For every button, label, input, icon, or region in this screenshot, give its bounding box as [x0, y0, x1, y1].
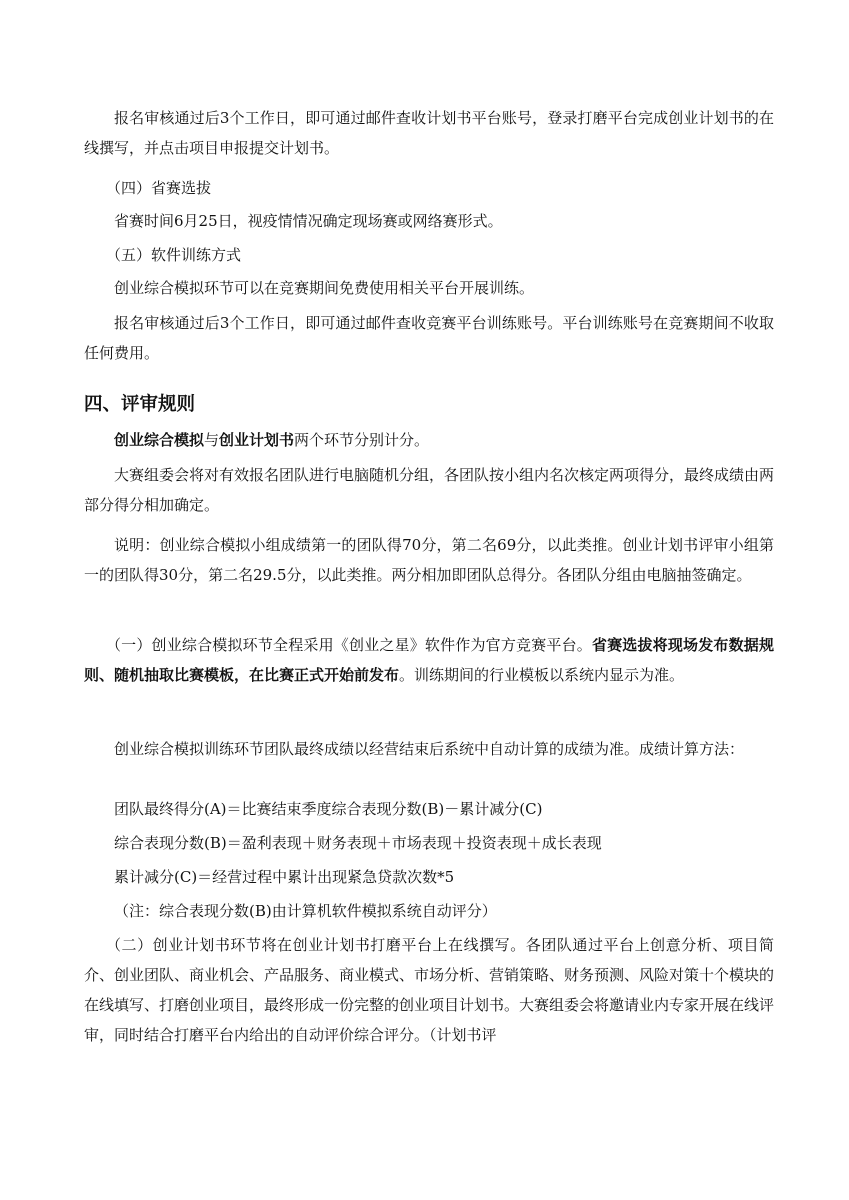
- paragraph-scoring-parts: [84, 425, 774, 455]
- paragraph-text: 大赛组委会将对有效报名团队进行电脑随机分组，各团队按小组内名次核定两项得分，最终成绩由两部分得分相加确定。: [84, 466, 775, 514]
- text-fragment: 与: [204, 431, 220, 449]
- bold-term-simulation: 创业综合模拟: [114, 431, 205, 449]
- section-subtitle: （四）省赛选拔: [106, 179, 212, 197]
- paragraph-free-training: [84, 273, 774, 303]
- paragraph-business-plan: [84, 930, 774, 1050]
- paragraph-text: 报名审核通过后3个工作日，即可通过邮件查收计划书平台账号，登录打磨平台完成创业计划书的在线撰写，并点击项目申报提交计划书。: [84, 109, 774, 157]
- paragraph-text: （二）创业计划书环节将在创业计划书打磨平台上在线撰写。各团队通过平台上创意分析、项目简介、创业团队、商业机会、产品服务、商业模式、市场分析、营销策略、财务预测、风险对策十个模块的在线填写、打磨创业项目，最终形成一份完整的创业项目计划书。大赛组委会将邀请业内专家开展在线评审，同时结合打磨平台内给出的自动评价综合评分。（计划书评: [84, 936, 775, 1044]
- section-software-training: [84, 240, 774, 270]
- paragraph-training-account: [84, 308, 774, 368]
- section-subtitle: （五）软件训练方式: [106, 246, 242, 264]
- section-heading: 四、评审规则: [84, 394, 196, 415]
- paragraph-plan-account: [84, 103, 774, 163]
- text-fragment: （一）创业综合模拟环节全程采用《创业之星》软件作为官方竞赛平台。: [106, 636, 592, 654]
- paragraph-text: 创业综合模拟环节可以在竞赛期间免费使用相关平台开展训练。: [114, 279, 535, 297]
- bold-highlight: 省赛选拔将现场发布数据规则、随机抽取比赛模板，在比赛正式开始前发布: [84, 636, 774, 684]
- section-heading-review-rules: [84, 390, 774, 420]
- paragraph-text: 省赛时间6月25日，视疫情情况确定现场赛或网络赛形式。: [114, 212, 503, 230]
- paragraph-text: [84, 630, 774, 690]
- paragraph-provincial-time: [84, 206, 774, 236]
- formula-text: 综合表现分数(B)＝盈利表现＋财务表现＋市场表现＋投资表现＋成长表现: [114, 834, 602, 852]
- note-auto-scoring: [84, 896, 774, 926]
- paragraph-text: [84, 425, 774, 455]
- note-text: （注：综合表现分数(B)由计算机软件模拟系统自动评分）: [114, 902, 497, 920]
- text-fragment: 。训练期间的行业模板以系统内显示为准。: [399, 666, 685, 684]
- paragraph-text: 说明：创业综合模拟小组成绩第一的团队得70分，第二名69分，以此类推。创业计划书评审小组第一的团队得30分，第二名29.5分，以此类推。两分相加即团队总得分。各团队分组由电脑抽签确定。: [84, 536, 774, 584]
- formula-performance-score: [84, 828, 774, 858]
- text-fragment: 两个环节分别计分。: [294, 431, 430, 449]
- paragraph-text: 报名审核通过后3个工作日，即可通过邮件查收竞赛平台训练账号。平台训练账号在竞赛期间不收取任何费用。: [84, 314, 774, 362]
- paragraph-grouping: [84, 460, 774, 520]
- paragraph-simulation-platform: [84, 630, 774, 690]
- paragraph-score-method: [84, 734, 774, 764]
- paragraph-text: 创业综合模拟训练环节团队最终成绩以经营结束后系统中自动计算的成绩为准。成绩计算方法：: [114, 740, 745, 758]
- formula-text: 累计减分(C)＝经营过程中累计出现紧急贷款次数*5: [114, 868, 455, 886]
- formula-text: 团队最终得分(A)＝比赛结束季度综合表现分数(B)－累计减分(C): [114, 800, 543, 818]
- bold-term-plan: 创业计划书: [219, 431, 295, 449]
- formula-final-score: [84, 794, 774, 824]
- section-provincial-selection: [84, 173, 774, 203]
- formula-deduction: [84, 862, 774, 892]
- paragraph-explanation: [84, 530, 774, 590]
